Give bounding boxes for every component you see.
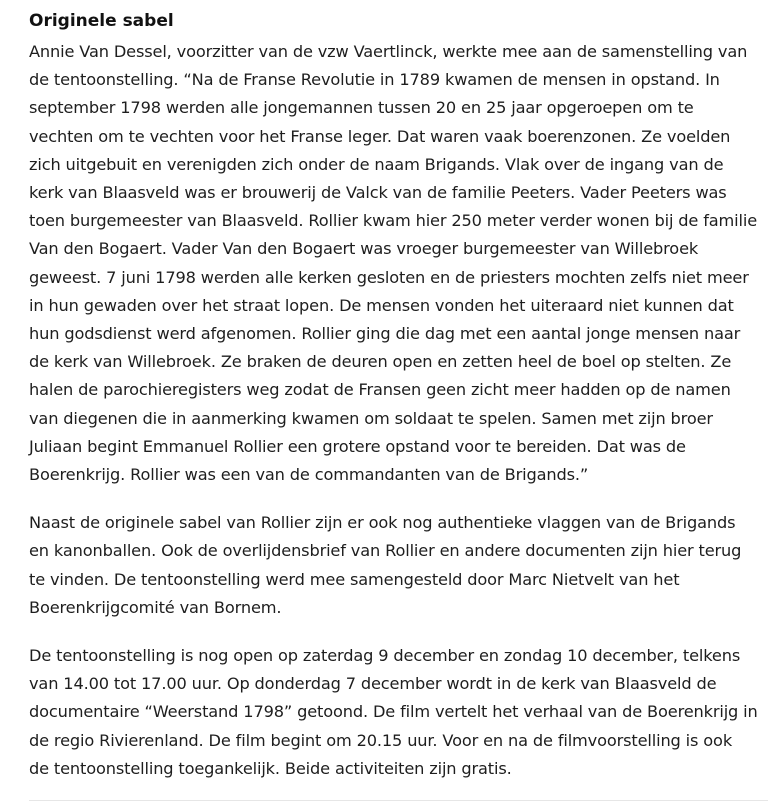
paragraph-line: Annie Van Dessel, voorzitter van de vzw Vaertlinck, werkte mee aan de samenstelling van [29, 42, 748, 61]
paragraph-line: documentaire “Weerstand 1798” getoond. De film vertelt het verhaal van de Boerenkrijg in [29, 702, 758, 722]
paragraph-line: te vinden. De tentoonstelling werd mee samengesteld door Marc Nietvelt van het [29, 569, 680, 589]
paragraph-line: de tentoonstelling. “Na de Franse Revolutie in 1789 kwamen de mensen in opstand. In [29, 70, 720, 90]
paragraph-line: Boerenkrijg. Rollier was een van de commandanten van de Brigands.” [29, 465, 589, 485]
paragraph-line: Naast de originele sabel van Rollier zijn er ook nog authentieke vlaggen van de Brigands [29, 513, 736, 533]
paragraph-line: en kanonballen. Ook de overlijdensbrief van Rollier en andere documenten zijn hier terug [29, 541, 742, 561]
paragraph-line: hun godsdienst werd afgenomen. Rollier ging die dag met een aantal jonge mensen naar [29, 324, 741, 344]
paragraph-line: de tentoonstelling toegankelijk. Beide activiteiten zijn gratis. [29, 758, 512, 778]
paragraph-line: Boerenkrijgcomité van Bornem. [29, 597, 282, 617]
paragraph-line: halen de parochieregisters weg zodat de Fransen geen zicht meer hadden op de namen [29, 380, 731, 400]
paragraph-line: van 14.00 tot 17.00 uur. Op donderdag 7 december wordt in de kerk van Blaasveld de [29, 674, 717, 694]
paragraph-line: zich uitgebuit en verenigden zich onder de naam Brigands. Vlak over de ingang van de [29, 154, 724, 174]
paragraph-line: Van den Bogaert. Vader Van den Bogaert was vroeger burgemeester van Willebroek [29, 239, 699, 259]
paragraph-container [29, 38, 764, 783]
paragraph-line: september 1798 werden alle jongemannen tussen 20 en 25 jaar opgeroepen om te [29, 98, 694, 118]
paragraph-line: van diegenen die in aanmerking kwamen om soldaat te spelen. Samen met zijn broer [29, 408, 713, 428]
paragraph-line: geweest. 7 juni 1798 werden alle kerken gesloten en de priesters mochten zelfs niet meer [29, 267, 749, 287]
paragraph-line: de regio Rivierenland. De film begint om 20.15 uur. Voor en na de filmvoorstelling is ook [29, 730, 733, 750]
paragraph-line: kerk van Blaasveld was er brouwerij de Valck van de familie Peeters. Vader Peeters was [29, 183, 727, 203]
article-paragraph-2 [29, 509, 764, 622]
article-paragraph-3 [29, 642, 764, 783]
section-heading: Originele sabel [29, 11, 174, 31]
paragraph-line: De tentoonstelling is nog open op zaterdag 9 december en zondag 10 december, telkens [29, 646, 741, 666]
bottom-divider [29, 800, 768, 801]
article-body [29, 8, 764, 803]
paragraph-line: Juliaan begint Emmanuel Rollier een grotere opstand voor te bereiden. Dat was de [29, 436, 686, 456]
paragraph-line: de kerk van Willebroek. Ze braken de deuren open en zetten heel de boel op stelten. Ze [29, 352, 732, 372]
paragraph-line: vechten om te vechten voor het Franse leger. Dat waren vaak boerenzonen. Ze voelden [29, 126, 731, 146]
paragraph-line: in hun gewaden over het straat lopen. De mensen vonden het uiteraard niet kunnen dat [29, 295, 734, 315]
article-paragraph-1 [29, 38, 764, 489]
paragraph-line: toen burgemeester van Blaasveld. Rollier kwam hier 250 meter verder wonen bij de familie [29, 211, 758, 231]
